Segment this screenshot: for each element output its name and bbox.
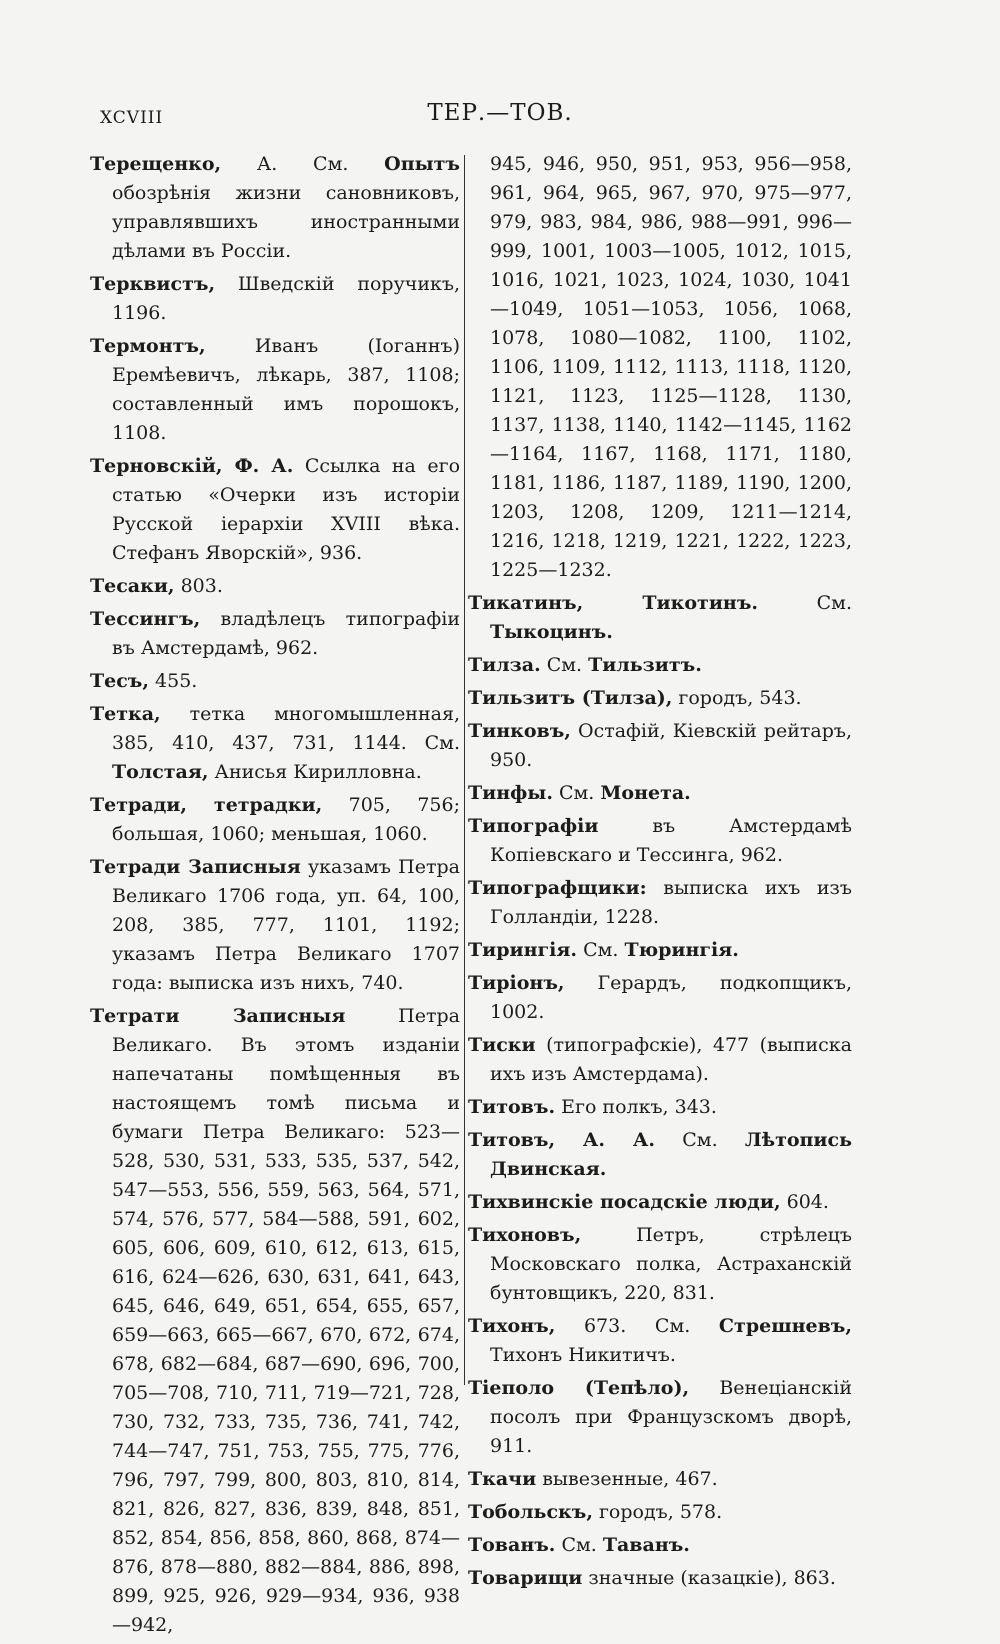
entry-heading: Ткачи <box>468 1468 537 1490</box>
index-entry <box>468 874 852 932</box>
entry-text: 604. <box>780 1191 829 1213</box>
page-number: XCVIII <box>100 108 164 128</box>
index-entry <box>468 589 852 647</box>
entry-text: 705, 756; большая, 1060; меньшая, 1060. <box>112 794 460 845</box>
index-entry <box>90 605 460 663</box>
entry-text: Анисья Кирилловна. <box>208 761 422 783</box>
entry-heading: Тиріонъ, <box>468 972 565 994</box>
entry-text: 455. <box>149 670 198 692</box>
entry-heading: Титовъ. <box>468 1096 556 1118</box>
entry-heading: Тинфы. <box>468 782 553 804</box>
entry-text: См. <box>552 782 601 804</box>
entry-heading: Тилза. <box>468 654 541 676</box>
page-header <box>0 100 1000 140</box>
entry-heading: Типографіи <box>468 815 599 837</box>
entry-reference: Опытъ <box>384 153 460 175</box>
entry-heading: Терквистъ, <box>90 273 216 295</box>
index-entry <box>468 717 852 775</box>
entry-heading: Тетка, <box>90 703 161 725</box>
entry-reference: Тюрингія. <box>624 939 739 961</box>
entry-heading: Термонтъ, <box>90 335 206 357</box>
entry-text: Его полкъ, 343. <box>555 1096 717 1118</box>
index-entry <box>90 1002 460 1640</box>
index-entry <box>468 1564 852 1593</box>
index-entry <box>468 651 852 680</box>
index-entry <box>90 667 460 696</box>
entry-text: См. <box>758 592 852 614</box>
index-entry <box>468 1093 852 1122</box>
entry-reference: Лѣтопись Двинская. <box>490 1129 852 1180</box>
entry-heading: Тильзитъ (Тилза), <box>468 687 673 709</box>
index-entry <box>90 572 460 601</box>
left-column <box>90 150 460 1644</box>
entry-text: 673. См. <box>555 1315 719 1337</box>
entry-text: Петра Великаго. Въ этомъ изданіи напечатаны помѣщенныя въ настоящемъ томѣ письма и бумаги Петра Великаго: 523—528, 530, 531, 533, 535, 537, 542, 547—553, 556, 559, 563, 564, 571, 574, 576, 577, 584—588, 591, 602, 605, 606, 609, 610, 612, 613, 615, 616, 624—626, 630, 631, 641, 643, 645, 646, 649, 651, 654, 655, 657, 659—663, 665—667, 670, 672, 674, 678, 682—684, 687—690, 696, 700, 705—708, 710, 711, 719—721, 728, 730, 732, 733, 735, 736, 741, 742, 744—747, 751, 753, 755, 775, 776, 796, 797, 799, 800, 803, 810, 814, 821, 826, 827, 836, 839, 848, 851, 852, 854, 856, 858, 860, 868, 874—876, 878—880, 882—884, 886, 898, 899, 925, 926, 929—934, 936, 938—942, <box>112 1005 460 1636</box>
entry-text: Венеціанскій посолъ при Французскомъ дворѣ, 911. <box>490 1377 852 1457</box>
column-divider <box>464 155 465 1385</box>
entry-reference: Монета. <box>600 782 691 804</box>
entry-heading: Терещенко, <box>90 153 222 175</box>
entry-heading: Тетрати Записныя <box>90 1005 346 1027</box>
right-column <box>468 150 852 1597</box>
index-entry <box>468 1312 852 1370</box>
index-entry <box>468 684 852 713</box>
index-entry <box>468 1374 852 1461</box>
entry-text: вывезенные, 467. <box>536 1468 718 1490</box>
entry-heading: Тобольскъ, <box>468 1501 593 1523</box>
index-entry <box>468 969 852 1027</box>
entry-reference: Тыкоцинъ. <box>490 621 613 643</box>
index-entry <box>468 1031 852 1089</box>
index-entry <box>90 452 460 568</box>
entry-heading: Тихоновъ, <box>468 1224 582 1246</box>
entry-reference: Стрешневъ, <box>718 1315 852 1337</box>
entry-text: Иванъ (Іоганнъ) Еремѣевичъ, лѣкарь, 387, 1108; составленный имъ порошокъ, 1108. <box>112 335 460 444</box>
entry-text: выписка ихъ изъ Голландіи, 1228. <box>490 877 852 928</box>
index-entry <box>468 779 852 808</box>
entry-text: 803. <box>174 575 223 597</box>
entry-text: обозрѣнія жизни сановниковъ, управлявшихъ иностранными дѣлами въ Россіи. <box>112 182 460 262</box>
entry-text: (типографскіе), 477 (выписка ихъ изъ Амстердама). <box>490 1034 852 1085</box>
index-entry <box>90 150 460 266</box>
index-entry <box>468 1498 852 1527</box>
index-entry <box>90 853 460 998</box>
entry-heading: Типографщики: <box>468 877 647 899</box>
entry-heading: Товарищи <box>468 1567 583 1589</box>
entry-heading: Тинковъ, <box>468 720 571 742</box>
entry-reference: Тильзитъ. <box>588 654 702 676</box>
entry-text: тетка многомышленная, 385, 410, 437, 731, 1144. См. <box>112 703 460 754</box>
entry-text: въ Амстердамѣ Копіевскаго и Тессинга, 962. <box>490 815 852 866</box>
entry-text: Ссылка на его статью «Очерки изъ исторіи Русской іерархіи XVIII вѣка. Стефанъ Яворскій», 936. <box>112 455 461 564</box>
entry-text: Тихонъ Никитичъ. <box>490 1344 676 1366</box>
index-entry <box>468 1531 852 1560</box>
entry-heading: Тетради, тетрадки, <box>90 794 323 816</box>
entry-heading: Тіеполо (Тепѣло), <box>468 1377 690 1399</box>
entry-heading: Тесъ, <box>90 670 149 692</box>
entry-text: См. <box>577 939 625 961</box>
index-entry <box>468 1126 852 1184</box>
entry-heading: Тихонъ, <box>468 1315 556 1337</box>
entry-text: Остафій, Кіевскій рейтаръ, 950. <box>490 720 852 771</box>
running-head: ТЕР.—ТОВ. <box>427 100 573 126</box>
entry-heading: Тихвинскіе посадскіе люди, <box>468 1191 781 1213</box>
index-entry <box>90 270 460 328</box>
entry-reference: Толстая, <box>112 761 209 783</box>
entry-text: Герардъ, подкопщикъ, 1002. <box>490 972 852 1023</box>
entry-text: См. <box>654 1129 745 1151</box>
entry-heading: Тетради Записныя <box>90 856 301 878</box>
entry-text: Петръ, стрѣлецъ Московскаго полка, Астраханскій бунтовщикъ, 220, 831. <box>490 1224 852 1304</box>
index-entry <box>468 1221 852 1308</box>
index-entry <box>468 936 852 965</box>
entry-heading: Тикатинъ, Тикотинъ. <box>468 592 759 614</box>
entry-text: значные (казацкіе), 863. <box>582 1567 836 1589</box>
index-entry <box>90 700 460 787</box>
index-entry <box>468 812 852 870</box>
entry-heading: Терновскій, Ф. А. <box>90 455 294 477</box>
entry-text: См. <box>555 1534 603 1556</box>
entry-heading: Тесаки, <box>90 575 175 597</box>
entry-text: Шведскій поручикъ, 1196. <box>112 273 460 324</box>
index-entry <box>468 1465 852 1494</box>
entry-text: См. <box>540 654 589 676</box>
entry-text: А. См. <box>221 153 385 175</box>
entry-text: городъ, 543. <box>672 687 802 709</box>
entry-heading: Тиски <box>468 1034 536 1056</box>
entry-heading: Тованъ. <box>468 1534 556 1556</box>
entry-heading: Тирингія. <box>468 939 578 961</box>
index-entry <box>90 791 460 849</box>
entry-heading: Тессингъ, <box>90 608 201 630</box>
entry-heading: Титовъ, А. А. <box>468 1129 655 1151</box>
entry-reference: Таванъ. <box>602 1534 690 1556</box>
index-entry <box>468 1188 852 1217</box>
entry-text: городъ, 578. <box>592 1501 723 1523</box>
index-entry <box>90 332 460 448</box>
continuation-text: 945, 946, 950, 951, 953, 956—958, 961, 964, 965, 967, 970, 975—977, 979, 983, 984, 986, 988—991, 996—999, 1001, 1003—1005, 1012, 1015, 1016, 1021, 1023, 1024, 1030, 1041—1049, 1051—1053, 1056, 1068, 1078, 1080—1082, 1100, 1102, 1106, 1109, 1112, 1113, 1118, 1120, 1121, 1123, 1125—1128, 1130, 1137, 1138, 1140, 1142—1145, 1162—1164, 1167, 1168, 1171, 1180, 1181, 1186, 1187, 1189, 1190, 1200, 1203, 1208, 1209, 1211—1214, 1216, 1218, 1219, 1221, 1222, 1223, 1225—1232. <box>490 153 852 581</box>
entry-text: указамъ Петра Великаго 1706 года, уп. 64, 100, 208, 385, 777, 1101, 1192; указамъ Петра Великаго 1707 года: выписка изъ нихъ, 740. <box>112 856 460 994</box>
entry-text: владѣлецъ типографіи въ Амстердамѣ, 962. <box>112 608 460 659</box>
